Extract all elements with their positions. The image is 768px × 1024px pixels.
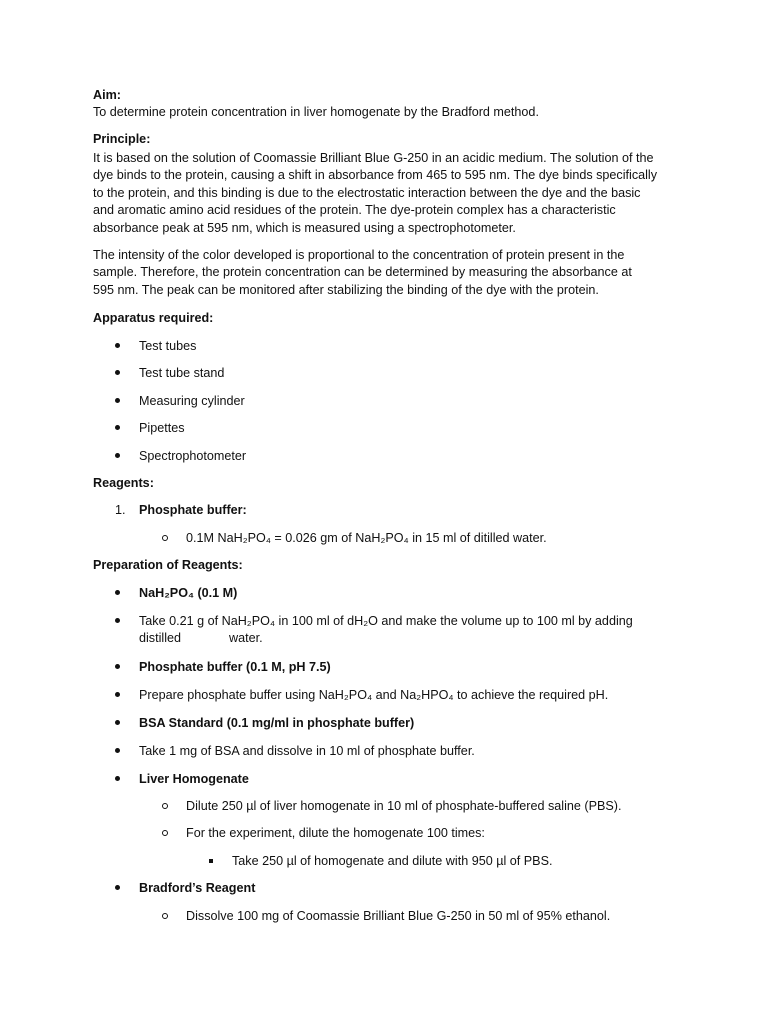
principle-para1-line: and aromatic amino acid residues of the protein. The dye-protein complex has a characteristic	[93, 203, 616, 217]
reagents-heading: Reagents:	[93, 476, 154, 490]
list-item	[0, 659, 768, 677]
bullet-icon	[115, 664, 120, 669]
circle-bullet-icon	[162, 535, 168, 541]
bullet-icon	[115, 590, 120, 595]
list-item	[0, 687, 768, 705]
principle-para1-line: dye binds to the protein, causing a shift in absorbance from 465 to 595 nm. The dye binds specifically	[93, 168, 658, 182]
bullet-icon	[115, 343, 120, 348]
circle-bullet-icon	[162, 913, 168, 919]
bullet-icon	[115, 370, 120, 375]
list-item	[0, 530, 768, 548]
list-item	[0, 743, 768, 761]
bullet-icon	[115, 398, 120, 403]
circle-bullet-icon	[162, 803, 168, 809]
apparatus-item: Spectrophotometer	[139, 449, 247, 463]
list-item	[0, 715, 768, 733]
square-bullet-icon	[209, 859, 213, 863]
list-item	[0, 502, 768, 520]
prep-text: Take 1 mg of BSA and dissolve in 10 ml of phosphate buffer.	[139, 744, 475, 758]
prep-text-continuation: distilled	[139, 631, 181, 645]
bullet-icon	[115, 692, 120, 697]
list-item	[0, 448, 768, 466]
prep-label: BSA Standard (0.1 mg/ml in phosphate buffer)	[139, 716, 415, 730]
list-item	[0, 908, 768, 926]
prep-label: Liver Homogenate	[139, 772, 249, 786]
reagent-label: Phosphate buffer:	[139, 503, 247, 517]
bullet-icon	[115, 618, 120, 623]
reagent-detail: 0.1M NaH₂PO₄ = 0.026 gm of NaH₂PO₄ in 15 ml of ditilled water.	[186, 531, 547, 545]
prep-text: Dissolve 100 mg of Coomassie Brilliant Blue G-250 in 50 ml of 95% ethanol.	[186, 909, 611, 923]
bullet-icon	[115, 885, 120, 890]
apparatus-item: Measuring cylinder	[139, 394, 245, 408]
principle-para1-line: It is based on the solution of Coomassie Brilliant Blue G-250 in an acidic medium. The solution of the	[93, 151, 654, 165]
prep-text: Dilute 250 µl of liver homogenate in 10 ml of phosphate-buffered saline (PBS).	[186, 799, 622, 813]
apparatus-heading: Apparatus required:	[93, 311, 214, 325]
list-item	[0, 585, 768, 603]
list-item	[0, 420, 768, 438]
list-item	[0, 880, 768, 898]
list-item	[0, 393, 768, 411]
apparatus-item: Test tube stand	[139, 366, 225, 380]
principle-para1-line: to the protein, and this binding is due to the electrostatic interaction between the dye and the basic	[93, 186, 641, 200]
apparatus-item: Test tubes	[139, 339, 197, 353]
circle-bullet-icon	[162, 830, 168, 836]
list-item	[0, 365, 768, 383]
prep-text: Take 0.21 g of NaH₂PO₄ in 100 ml of dH₂O and make the volume up to 100 ml by adding	[139, 614, 633, 628]
principle-para2-line: The intensity of the color developed is proportional to the concentration of protein present in the	[93, 248, 625, 262]
list-item	[0, 798, 768, 816]
apparatus-item: Pipettes	[139, 421, 185, 435]
aim-text: To determine protein concentration in liver homogenate by the Bradford method.	[93, 105, 539, 119]
list-item	[0, 825, 768, 843]
prep-text: Take 250 µl of homogenate and dilute with 950 µl of PBS.	[232, 854, 553, 868]
bullet-icon	[115, 453, 120, 458]
prep-label: Bradford’s Reagent	[139, 881, 256, 895]
list-item	[0, 771, 768, 789]
principle-para2-line: 595 nm. The peak can be monitored after stabilizing the binding of the dye with the protein.	[93, 283, 599, 297]
bullet-icon	[115, 425, 120, 430]
list-item	[0, 613, 768, 631]
prep-text: Prepare phosphate buffer using NaH₂PO₄ and Na₂HPO₄ to achieve the required pH.	[139, 688, 609, 702]
principle-para1-line: absorbance peak at 595 nm, which is measured using a spectrophotometer.	[93, 221, 516, 235]
bullet-icon	[115, 720, 120, 725]
aim-heading: Aim:	[93, 88, 121, 102]
principle-heading: Principle:	[93, 132, 151, 146]
list-number: 1.	[115, 503, 126, 517]
prep-text: For the experiment, dilute the homogenate 100 times:	[186, 826, 485, 840]
list-item	[0, 338, 768, 356]
bullet-icon	[115, 748, 120, 753]
prep-label: Phosphate buffer (0.1 M, pH 7.5)	[139, 660, 331, 674]
prep-label: NaH₂PO₄ (0.1 M)	[139, 586, 238, 600]
prep-text-continuation: water.	[229, 631, 263, 645]
list-item	[0, 853, 768, 871]
bullet-icon	[115, 776, 120, 781]
principle-para2-line: sample. Therefore, the protein concentration can be determined by measuring the absorbance at	[93, 265, 632, 279]
preparation-heading: Preparation of Reagents:	[93, 558, 243, 572]
